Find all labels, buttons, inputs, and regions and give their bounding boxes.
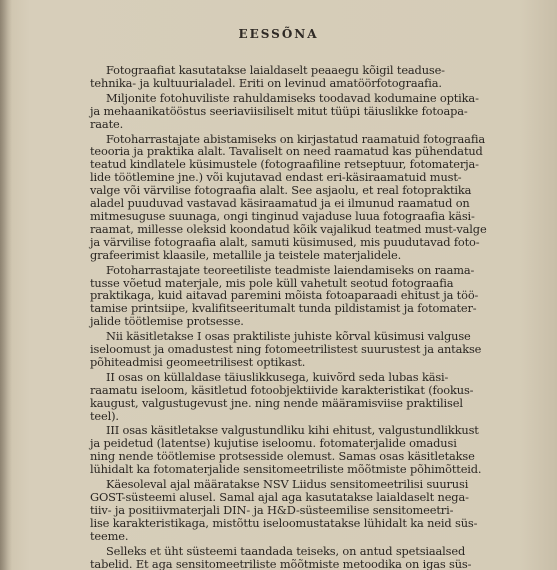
page-title: EESSÕNA <box>238 27 319 41</box>
paragraph-4: Fotoharrastajate teoreetiliste teadmiste laiendamiseks on raama- tusse võetud materjale, mis pole küll vahetult seotud fotograafia praktikaga, kuid aitavad paremini mõista fotoaparaadi ehitust ja töö- tamise printsiipe, kvalifitseeritumalt tunda pildistamist ja fotomater- jalide töötlemise protsesse. <box>90 262 479 329</box>
paragraph-9: Selleks et üht süsteemi taandada teiseks, on antud spetsiaalsed tabelid. Et aga sensitomeetriliste mõõtmiste metoodika on igas süs- <box>90 543 472 570</box>
body-text <box>90 64 538 570</box>
paragraph-6: II osas on küllaldase täiuslikkusega, kuivõrd seda lubas käsi- raamatu iseloom, käsitletud fotoobjektiivide karakteristikat (fookus- kaugust, valgustugevust jne. ning nende määramisviise praktilisel teel). <box>90 369 474 423</box>
paragraph-2: Miljonite fotohuviliste rahuldamiseks toodavad kodumaine optika- ja mehaanikatööstus seeriaviisiliselt mitut tüüpi täiuslikke fotoapa- raate. <box>90 90 479 131</box>
paragraph-5: Nii käsitletakse I osas praktiliste juhiste kõrval küsimusi valguse iseloomust ja omadustest ning fotomeetrilistest suurustest ja antakse põhiteadmisi geomeetrilisest optikast. <box>90 329 482 369</box>
paragraph-3: Fotoharrastajate abistamiseks on kirjastatud raamatuid fotograafia teooria ja praktika alalt. Tavaliselt on need raamatud kas pühendatud teatud kindlatele küsimustele (fotograafiline retseptuur, fotomaterja- lide töötlemine jne.) või kujutavad endast eri-käsiraamatuid must- valge või värvilise fotograafia alalt. See asjaolu, et real fotopraktika aladel puuduvad vastavad käsiraamatud ja ei ilmunud raamatud on mitmesuguse suunaga, ongi tinginud vajaduse luua fotograafia käsi- raamat, millesse oleksid koondatud kõik vajalikud teatmed must-valge ja värvilise fotograafia alalt, samuti küsimused, mis puudutavad foto- grafeerimist klaasile, metallile ja teistele materjalidele. <box>90 131 487 262</box>
page-gutter-shadow <box>0 0 12 570</box>
paragraph-1: Fotograafiat kasutatakse laialdaselt peaaegu kõigil teaduse- tehnika- ja kultuurialadel. Eriti on levinud amatöörfotograafia. <box>90 63 445 90</box>
paragraph-7: III osas käsitletakse valgustundliku kihi ehitust, valgustundlikkust ja peidetud (latentse) kujutise iseloomu. fotomaterjalide omadusi ning nende töötlemise protsesside olemust. Samas osas käsitletakse lühidalt ka fotomaterjalide sensitomeetriliste mõõtmiste põhimõtteid. <box>90 423 482 477</box>
paragraph-8: Käesoleval ajal määratakse NSV Liidus sensitomeetrilisi suurusi GOST-süsteemi alusel. Samal ajal aga kasutatakse laialdaselt nega- tiiv- ja positiivmaterjali DIN- ja H&D-süsteemilise sensitomeetri- lise karakteristikaga, mistõttu iseloomustatakse lühidalt ka neid süs- teeme. <box>90 477 478 543</box>
